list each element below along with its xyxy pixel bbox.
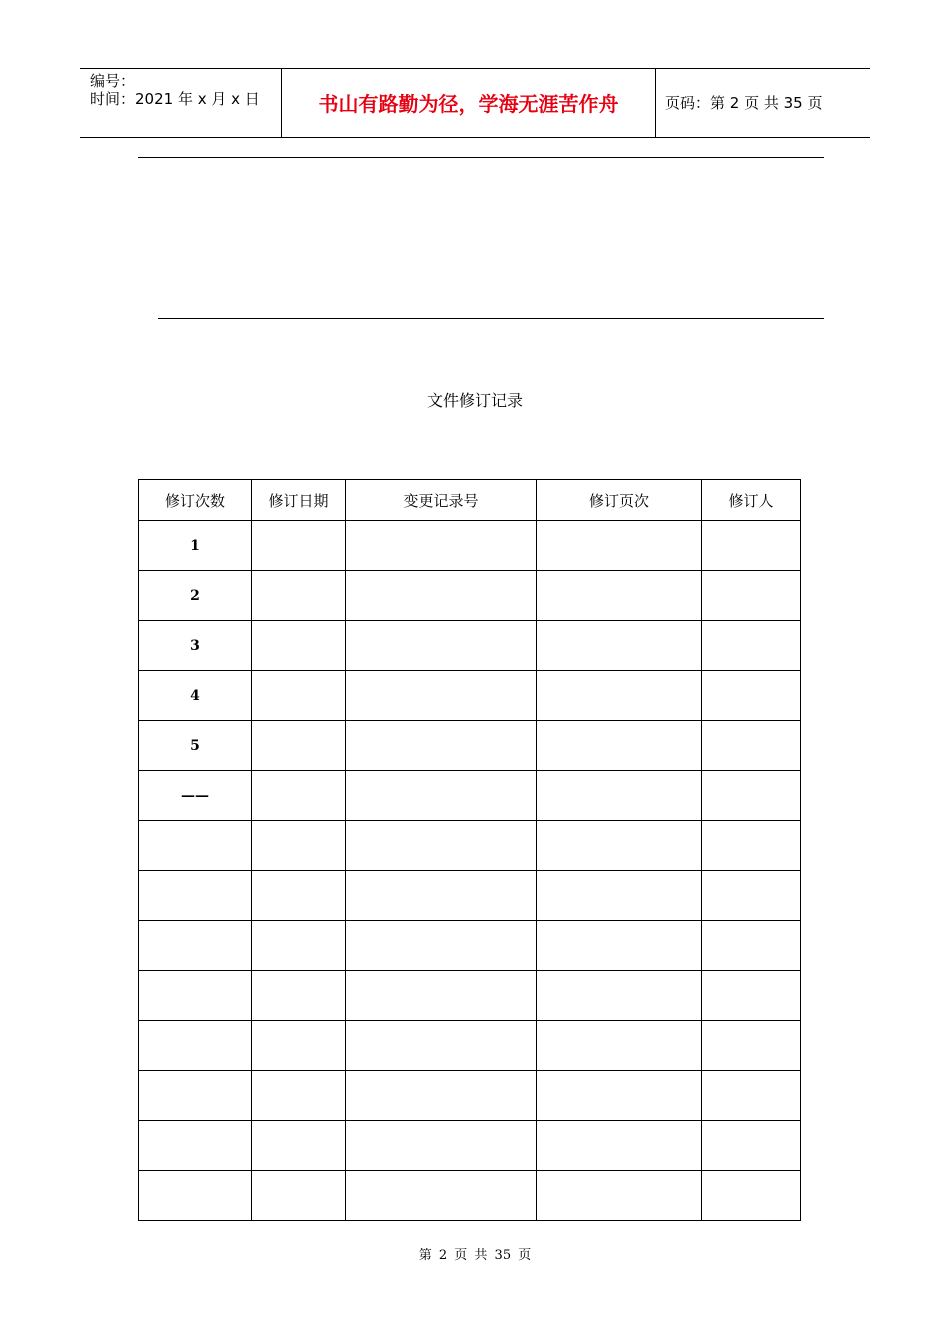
page-header <box>80 68 870 138</box>
table-row <box>139 571 801 621</box>
revised-pages-cell <box>537 1121 702 1171</box>
revised-pages-cell <box>537 671 702 721</box>
table-row <box>139 1021 801 1071</box>
revision-count-cell <box>139 1171 252 1221</box>
table-row <box>139 1121 801 1171</box>
revision-date-cell <box>252 1071 346 1121</box>
revised-pages-cell <box>537 921 702 971</box>
revised-pages-cell <box>537 521 702 571</box>
revision-record-table <box>138 479 801 1221</box>
reviser-cell <box>702 1071 801 1121</box>
change-record-number-cell <box>346 1121 537 1171</box>
revision-count-cell <box>139 871 252 921</box>
revision-date-cell <box>252 771 346 821</box>
page-footer: 第 2 页 共 35 页 <box>418 1248 532 1263</box>
change-record-number-cell <box>346 771 537 821</box>
change-record-number-cell <box>346 671 537 721</box>
revision-count-cell <box>139 1071 252 1121</box>
revised-pages-cell <box>537 621 702 671</box>
bottom-rule <box>158 318 824 319</box>
table-row <box>139 771 801 821</box>
header-change-record-number: 变更记录号 <box>346 480 537 521</box>
document-title: 文件修订记录 <box>426 391 523 410</box>
revision-count-cell: 4 <box>139 671 252 721</box>
revision-date-cell <box>252 1171 346 1221</box>
reviser-cell <box>702 771 801 821</box>
revision-count-cell: 3 <box>139 621 252 671</box>
table-row <box>139 1171 801 1221</box>
table-body <box>139 521 801 1221</box>
table-row <box>139 1071 801 1121</box>
revision-count-cell <box>139 921 252 971</box>
revision-date-cell <box>252 721 346 771</box>
header-motto-cell <box>281 69 656 137</box>
document-code-label: 编号： <box>90 72 136 90</box>
reviser-cell <box>702 571 801 621</box>
table-row <box>139 721 801 771</box>
table-row <box>139 921 801 971</box>
revision-date-cell <box>252 1021 346 1071</box>
change-record-number-cell <box>346 971 537 1021</box>
change-record-number-cell <box>346 921 537 971</box>
reviser-cell <box>702 671 801 721</box>
header-page-cell <box>655 69 870 137</box>
revision-count-cell <box>139 1021 252 1071</box>
table-row <box>139 521 801 571</box>
header-revision-date: 修订日期 <box>252 480 346 521</box>
revision-count-cell <box>139 821 252 871</box>
revision-date-cell <box>252 671 346 721</box>
change-record-number-cell <box>346 721 537 771</box>
revision-date-cell <box>252 821 346 871</box>
revised-pages-cell <box>537 821 702 871</box>
revision-date-cell <box>252 871 346 921</box>
revision-date-cell <box>252 971 346 1021</box>
header-page-number: 页码：第 2 页 共 35 页 <box>665 94 823 112</box>
revised-pages-cell <box>537 721 702 771</box>
top-rule <box>158 157 824 158</box>
reviser-cell <box>702 721 801 771</box>
table-row <box>139 671 801 721</box>
reviser-cell <box>702 1171 801 1221</box>
change-record-number-cell <box>346 1021 537 1071</box>
reviser-cell <box>702 521 801 571</box>
revision-count-cell: 2 <box>139 571 252 621</box>
reviser-cell <box>702 971 801 1021</box>
reviser-cell <box>702 1021 801 1071</box>
table-row <box>139 821 801 871</box>
change-record-number-cell <box>346 621 537 671</box>
revision-count-cell <box>139 1121 252 1171</box>
reviser-cell <box>702 621 801 671</box>
change-record-number-cell <box>346 871 537 921</box>
reviser-cell <box>702 1121 801 1171</box>
document-time-label: 时间：2021 年 x 月 x 日 <box>90 90 260 108</box>
header-reviser: 修订人 <box>702 480 801 521</box>
reviser-cell <box>702 821 801 871</box>
revised-pages-cell <box>537 1071 702 1121</box>
header-motto: 书山有路勤为径，学海无涯苦作舟 <box>318 92 619 116</box>
change-record-number-cell <box>346 521 537 571</box>
table-header-row <box>139 480 801 521</box>
revised-pages-cell <box>537 771 702 821</box>
top-rule-segment <box>138 157 158 158</box>
table-row <box>139 621 801 671</box>
header-info-cell <box>80 69 281 137</box>
revision-date-cell <box>252 621 346 671</box>
revision-date-cell <box>252 521 346 571</box>
revision-count-cell <box>139 971 252 1021</box>
revised-pages-cell <box>537 1021 702 1071</box>
header-revision-count: 修订次数 <box>139 480 252 521</box>
revised-pages-cell <box>537 571 702 621</box>
reviser-cell <box>702 921 801 971</box>
revised-pages-cell <box>537 971 702 1021</box>
revision-date-cell <box>252 1121 346 1171</box>
table-row <box>139 871 801 921</box>
change-record-number-cell <box>346 571 537 621</box>
revision-date-cell <box>252 571 346 621</box>
revised-pages-cell <box>537 871 702 921</box>
change-record-number-cell <box>346 1071 537 1121</box>
reviser-cell <box>702 871 801 921</box>
table-row <box>139 971 801 1021</box>
revised-pages-cell <box>537 1171 702 1221</box>
revision-count-cell: —— <box>139 771 252 821</box>
revision-count-cell: 5 <box>139 721 252 771</box>
change-record-number-cell <box>346 821 537 871</box>
revision-date-cell <box>252 921 346 971</box>
revision-count-cell: 1 <box>139 521 252 571</box>
change-record-number-cell <box>346 1171 537 1221</box>
header-revised-pages: 修订页次 <box>537 480 702 521</box>
